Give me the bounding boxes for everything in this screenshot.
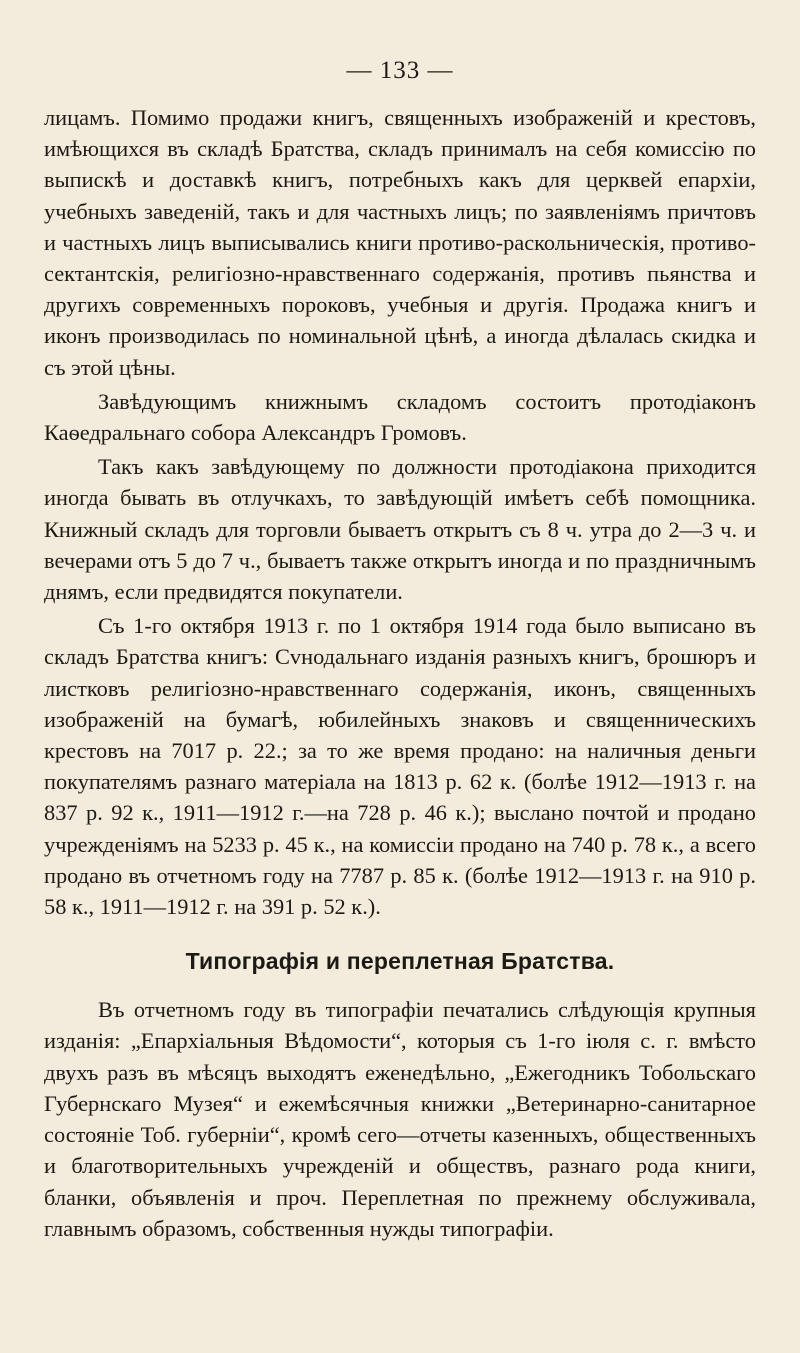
paragraph-2: Завѣдующимъ книжнымъ складомъ состоитъ протодіаконъ Каѳедральнаго собора Александръ Громовъ.: [44, 388, 756, 446]
paragraph-1: лицамъ. Помимо продажи книгъ, священныхъ изображеній и крестовъ, имѣющихся въ складѣ Братства, складъ принималъ на себя комиссію по выпискѣ и доставкѣ книгъ, потребныхъ какъ для церквей епархіи, учебныхъ заведеній, такъ и для частныхъ лицъ; по заявленіямъ причтовъ и частныхъ лицъ выписывались книги противо-раскольническія, противо-сектантскія, религіозно-нравственнаго содержанія, противъ пьянства и другихъ современныхъ пороковъ, учебныя и другія. Продажа книгъ и иконъ производилась по номинальной цѣнѣ, а иногда дѣлалась скидка и съ этой цѣны.: [44, 105, 756, 380]
page-number: — 133 —: [346, 57, 454, 84]
paragraph-4: Съ 1-го октября 1913 г. по 1 октября 1914 года было выписано въ складъ Братства книгъ: Сvнодальнаго изданія разныхъ книгъ, брошюръ и листковъ религіозно-нравственнаго содержанія, иконъ, священныхъ изображеній на бумагѣ, юбилейныхъ знаковъ и священническихъ крестовъ на 7017 р. 22.; за то же время продано: на наличныя деньги покупателямъ разнаго матеріала на 1813 р. 62 к. (болѣе 1912—1913 г. на 837 р. 92 к., 1911—1912 г.—на 728 р. 46 к.); выслано почтой и продано учрежденіямъ на 5233 р. 45 к., на комиссіи продано на 740 р. 78 к., а всего продано въ отчетномъ году на 7787 р. 85 к. (болѣе 1912—1913 г. на 910 р. 58 к., 1911—1912 г. на 391 р. 52 к.).: [44, 613, 756, 920]
paragraph-3: Такъ какъ завѣдующему по должности протодіакона приходится иногда бывать въ отлучкахъ, то завѣдующій имѣетъ себѣ помощника. Книжный складъ для торговли бываетъ открытъ съ 8 ч. утра до 2—3 ч. и вечерами отъ 5 до 7 ч., бываетъ также открытъ иногда и по праздничнымъ днямъ, если предвидятся покупатели.: [44, 454, 756, 605]
section-paragraph: Въ отчетномъ году въ типографіи печатались слѣдующія крупныя изданія: „Епархіальныя Вѣдомости“, которыя съ 1-го іюля с. г. вмѣсто двухъ разъ въ мѣсяцъ выходятъ еженедѣльно, „Ежегодникъ Тобольскаго Губернскаго Музея“ и ежемѣсячныя книжки „Ветеринарно-санитарное состояніе Тоб. губерніи“, кромѣ сего—отчеты казенныхъ, общественныхъ и благотворительныхъ учрежденій и обществъ, разнаго рода книги, бланки, объявленія и проч. Переплетная по прежнему обслуживала, главнымъ образомъ, собственныя нужды типографіи.: [44, 997, 756, 1241]
section-heading: Типографія и переплетная Братства.: [185, 948, 615, 975]
document-page: [44, 56, 756, 1247]
